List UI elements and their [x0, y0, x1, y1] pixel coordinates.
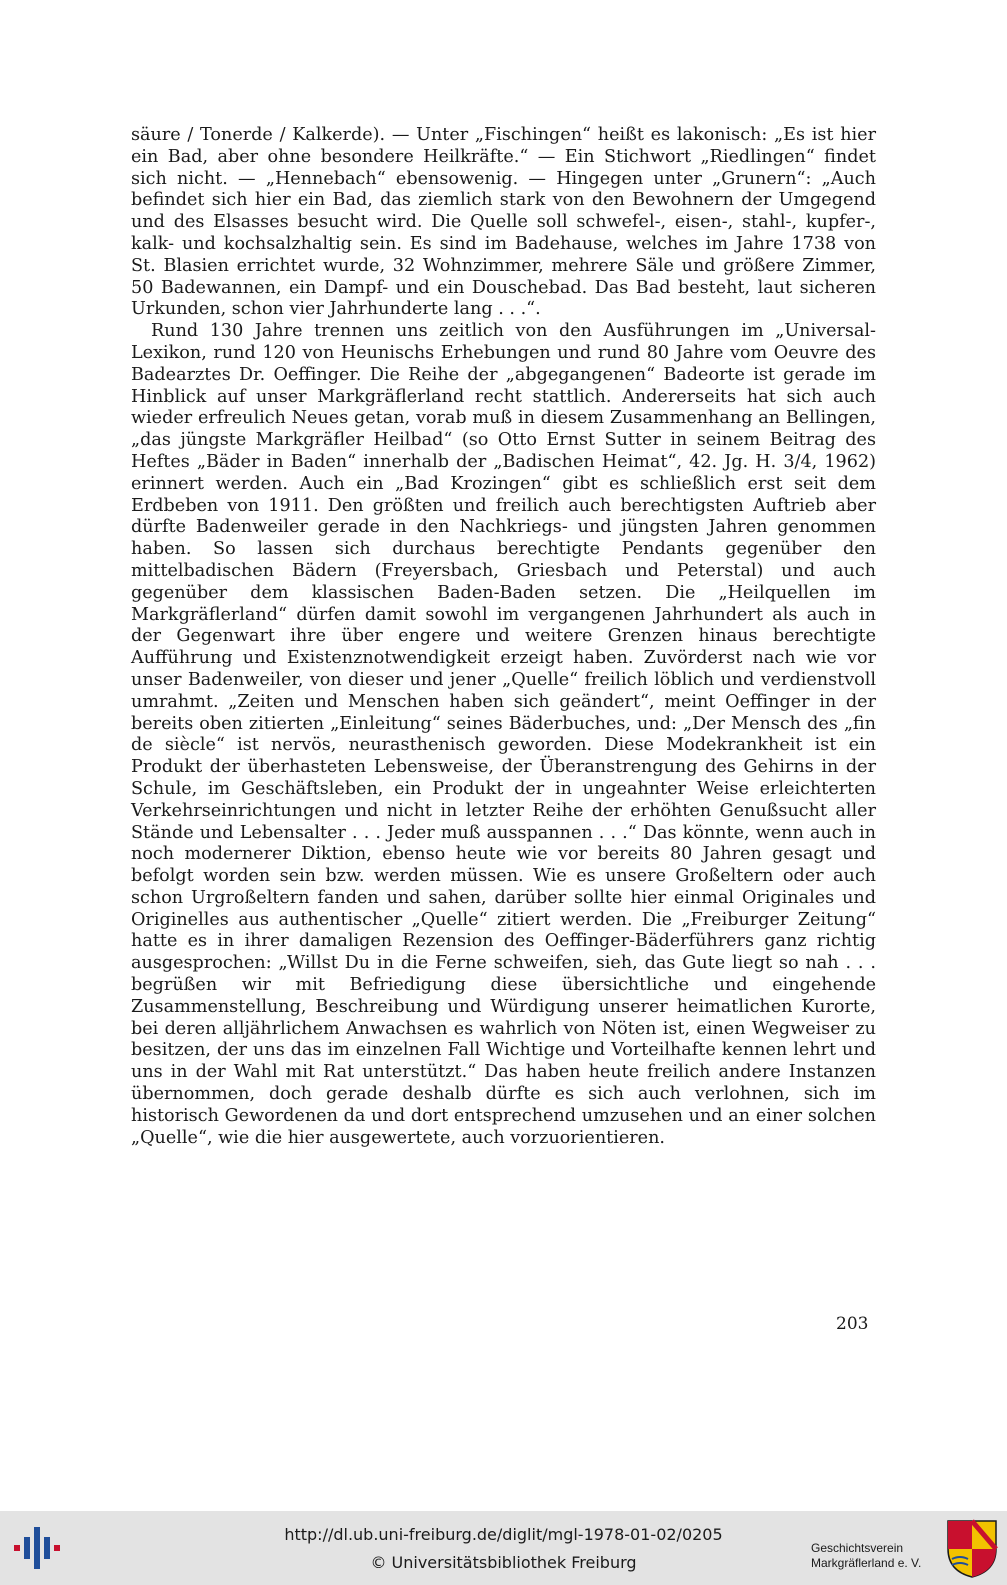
society-line-2: Markgräflerland e. V.: [811, 1556, 922, 1570]
paragraph-1: säure / Tonerde / Kalkerde). — Unter „Fischingen“ heißt es lakonisch: „Es ist hier ein Bad, aber ohne besondere Heilkräfte.“ — Ein Stichwort „Riedlingen“ findet sich nicht. — „Hennebach“ ebensowenig. — Hingegen unter „Grunern“: „Auch befindet sich hier ein Bad, das ziemlich stark von den Bewohnern der Umgegend und des Elsasses besucht wird. Die Quelle soll schwefel-, eisen-, stahl-, kupfer-, kalk- und kochsalzhaltig sein. Es sind im Badehause, welches im Jahre 1738 von St. Blasien errichtet wurde, 32 Wohnzimmer, mehrere Säle und größere Zimmer, 50 Badewannen, ein Dampf- und ein Douschebad. Das Bad besteht, laut sicheren Urkunden, schon vier Jahrhunderte lang . . .“.: [131, 125, 876, 320]
paragraph-2: Rund 130 Jahre trennen uns zeitlich von den Ausführungen im „Universal-Lexikon, rund 120 von Heunischs Erhebungen und rund 80 Jahre vom Oeuvre des Badearztes Dr. Oeffinger. Die Reihe der „abgegangenen“ Badeorte ist gerade im Hinblick auf unser Markgräflerland recht stattlich. Andererseits hat sich auch wieder erfreulich Neues getan, vorab muß in diesem Zusammenhang an Bellingen, „das jüngste Markgräfler Heilbad“ (so Otto Ernst Sutter in seinem Beitrag des Heftes „Bäder in Baden“ innerhalb der „Badischen Heimat“, 42. Jg. H. 3/4, 1962) erinnert werden. Auch ein „Bad Krozingen“ gibt es schließlich erst seit dem Erdbeben von 1911. Den größten und freilich auch berechtigsten Auftrieb aber dürfte Badenweiler gerade in den Nachkriegs- und jüngsten Jahren genommen haben. So lassen sich durchaus berechtigte Pendants gegenüber den mittelbadischen Bädern (Freyersbach, Griesbach und Peterstal) und auch gegenüber dem klassischen Baden-Baden setzen. Die „Heilquellen im Markgräflerland“ dürfen damit sowohl im vergangenen Jahrhundert als auch in der Gegenwart ihre über engere und weitere Grenzen hinaus berechtigte Aufführung und Existenznotwendigkeit erzeigt haben. Zuvörderst nach wie vor unser Badenweiler, von dieser und jener „Quelle“ freilich löblich und verdienstvoll umrahmt. „Zeiten und Menschen haben sich geändert“, meint Oeffinger in der bereits oben zitierten „Einleitung“ seines Bäderbuches, und: „Der Mensch des „fin de siècle“ ist nervös, neurasthenisch geworden. Diese Modekrankheit ist ein Produkt der überhasteten Lebensweise, der Überanstrengung des Gehirns in der Schule, im Geschäftsleben, ein Produkt der in ungeahnter Weise erleichterten Verkehrseinrichtungen und nicht in letzter Reihe der erhöhten Genußsucht aller Stände und Lebensalter . . . Jeder muß ausspannen . . .“ Das könnte, wenn auch in noch modernerer Diktion, ebenso heute wie vor bereits 80 Jahren gesagt und befolgt worden sein bzw. werden müssen. Wie es unsere Großeltern oder auch schon Urgroßeltern fanden und sahen, darüber sollte hier einmal Originales und Originelles aus authentischer „Quelle“ zitiert werden. Die „Freiburger Zeitung“ hatte es in ihrer damaligen Rezension des Oeffinger-Bäderführers ganz richtig ausgesprochen: „Willst Du in die Ferne schweifen, sieh, das Gute liegt so nah . . . begrüßen wir mit Befriedigung diese übersichtliche und eingehende Zusammenstellung, Beschreibung und Würdigung unserer heimatlichen Kurorte, bei deren alljährlichem Anwachsen es wahrlich von Nöten ist, einen Wegweiser zu besitzen, der uns das im einzelnen Fall Wichtige und Vorteilhafte kennen lehrt und uns in der Wahl mit Rat unterstützt.“ Das haben heute freilich andere Instanzen übernommen, doch gerade deshalb dürfte es sich auch verlohnen, sich im historisch Gewordenen da und dort entsprechend umzusehen und an einer solchen „Quelle“, wie die hier ausgewertete, auch vorzuorientieren.: [131, 321, 876, 1148]
page-number: 203: [836, 1314, 869, 1334]
society-crest-icon: [946, 1519, 998, 1579]
footer-copyright: © Universitätsbibliothek Freiburg: [370, 1553, 637, 1572]
footer-bar: [0, 1511, 1007, 1585]
footer-url-link[interactable]: http://dl.ub.uni-freiburg.de/diglit/mgl-1978-01-02/0205: [284, 1525, 723, 1544]
society-name: [811, 1541, 921, 1571]
society-line-1: Geschichtsverein: [811, 1541, 904, 1555]
body-text: [131, 125, 876, 1149]
